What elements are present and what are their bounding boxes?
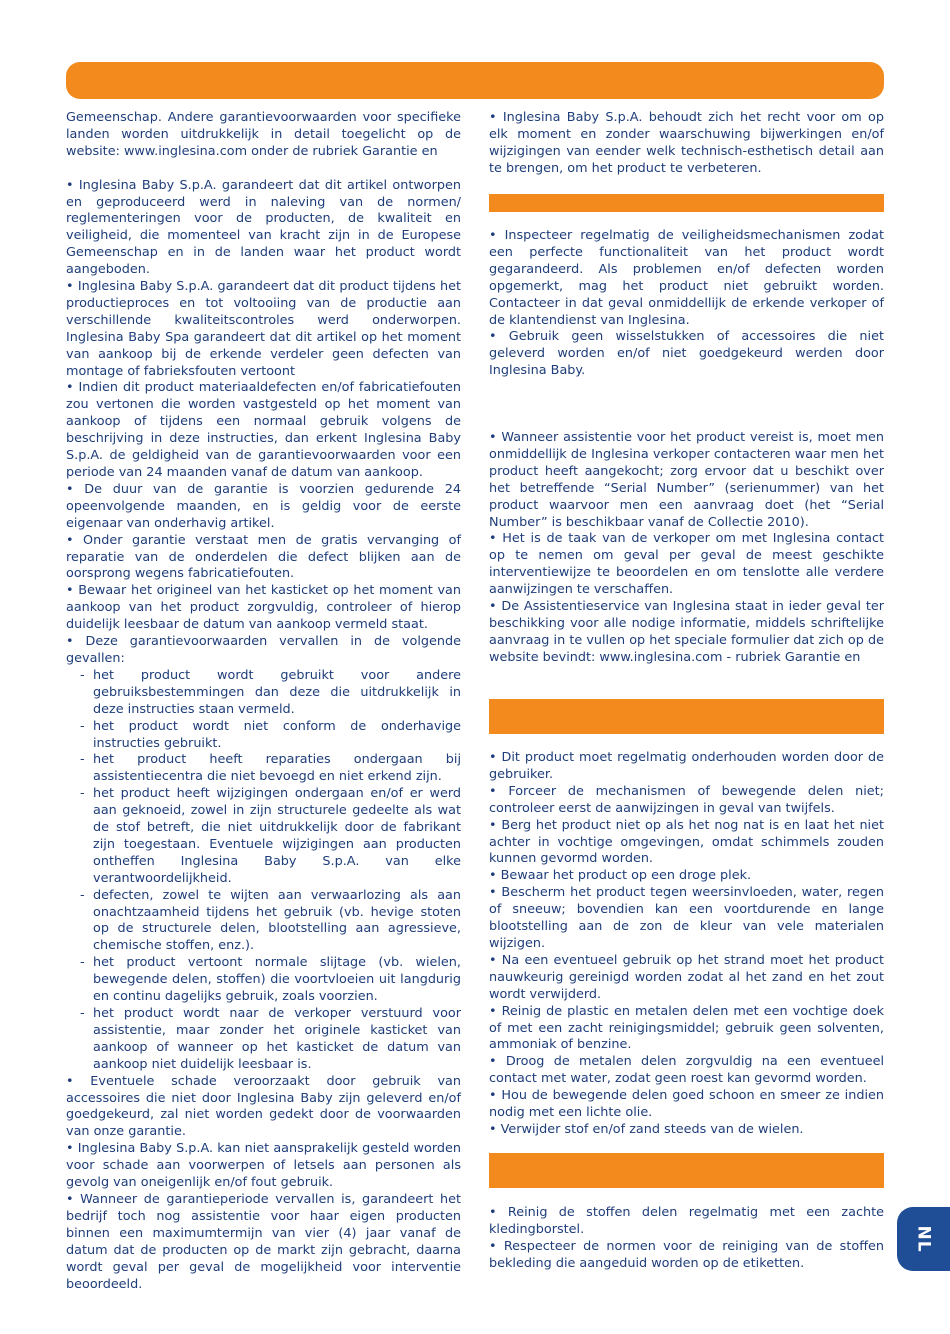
right-block-5: [489, 1205, 884, 1273]
paragraph: • Droog de metalen delen zorgvuldig na een eventueel contact met water, zodat geen roest kan gevormd worden.: [489, 1054, 884, 1087]
list-item: - het product heeft reparaties ondergaan bij assistentiecentra die niet bevoegd en niet erkend zijn.: [66, 752, 461, 786]
paragraph: • Berg het product niet op als het nog nat is en laat het niet achter in vochtige omgevingen, omdat schimmels zouden kunnen gevormd worden.: [489, 817, 884, 867]
paragraph: • Verwijder stof en/of zand steeds van de wielen.: [489, 1121, 804, 1137]
list-item: - het product vertoont normale slijtage (vb. wielen, bewegende delen, stoffen) die voortvloeien uit langdurig en continu dagelijks gebruik, zoals voorzien.: [66, 955, 461, 1006]
paragraph: • Het is de taak van de verkoper om met Inglesina contact op te nemen om geval per geval de meest geschikte interventiewijze te beoordelen en om tenslotte alle verdere aanwijzingen te verschaffen.: [489, 531, 884, 598]
right-block-4: [489, 750, 884, 1139]
paragraph: • Forceer de mechanismen of bewegende delen niet; controleer eerst de aanwijzingen in geval van twijfels.: [489, 783, 884, 816]
paragraph: • Inglesina Baby S.p.A. behoudt zich het recht voor om op elk moment en zonder waarschuwing bijwerkingen en/of wijzigingen van eender welk technisch-esthetisch detail aan te brengen, om het product te verbeteren.: [489, 110, 884, 176]
language-tab-label: NL: [913, 1225, 934, 1253]
paragraph: • Wanneer de garantieperiode vervallen is, garandeert het bedrijf toch nog assistentie voor haar eigen producten binnen een maximumtermijn van vier (4) jaar vanaf de datum dat de producten op de markt zijn gebracht, daarna wordt geval per geval de mogelijkheid voor interventie beoordeeld.: [66, 1191, 461, 1292]
top-orange-banner: [66, 62, 884, 99]
paragraph: • Deze garantievoorwaarden vervallen in de volgende gevallen:: [66, 634, 461, 666]
paragraph: • Inspecteer regelmatig de veiligheidsmechanismen zodat een perfecte functionaliteit van het product wordt gegarandeerd. Als problemen en/of defecten worden opgemerkt, mag het product niet gebruikt worden. Contacteer in dat geval onmiddellijk de erkende verkoper of de klantendienst van Inglesina.: [489, 228, 884, 328]
paragraph: • Hou de bewegende delen goed schoon en smeer ze indien nodig met een lichte olie.: [489, 1088, 884, 1121]
list-item: - het product heeft wijzigingen ondergaan en/of er werd aan geknoeid, zowel in zijn structurele gedeelte als wat de stof betreft, die niet uitdrukkelijk door de fabrikant zijn toegestaan. Eventuele wijzigingen aan producten ontheffen Inglesina Baby S.p.A. van elke verantwoordelijkheid.: [66, 786, 461, 887]
paragraph: • Dit product moet regelmatig onderhouden worden door de gebruiker.: [489, 750, 884, 782]
paragraph: • Eventuele schade veroorzaakt door gebruik van accessoires die niet door Inglesina Baby zijn geleverd en/of goedgekeurd, zal niet worden gedekt door de voorwaarden van onze garantie.: [66, 1073, 461, 1140]
paragraph: • Respecteer de normen voor de reiniging van de stoffen bekleding die aangeduid worden op de etiketten.: [489, 1238, 884, 1271]
paragraph: • Na een eventueel gebruik op het strand moet het product nauwkeurig gereinigd worden zodat al het zand en het zout wordt verwijderd.: [489, 952, 884, 1002]
paragraph: • Reinig de stoffen delen regelmatig met een zachte kledingborstel.: [489, 1205, 884, 1237]
list-item: - het product wordt naar de verkoper verstuurd voor assistentie, maar zonder het originele kasticket van aankoop of wanneer op het kasticket de datum van aankoop niet duidelijk leesbaar is.: [66, 1006, 461, 1074]
right-block-3: [489, 430, 884, 667]
paragraph: • Onder garantie verstaat men de gratis vervanging of reparatie van de onderdelen die defect blijken aan de oorsprong wegens fabricatiefouten.: [66, 532, 461, 582]
paragraph: • Reinig de plastic en metalen delen met een vochtige doek of met een zacht reinigingsmiddel; gebruik geen solventen, ammoniak of benzine.: [489, 1003, 884, 1053]
paragraph: Gemeenschap. Andere garantievoorwaarden voor specifieke landen worden uitdrukkelijk in detail toegelicht op de website: www.inglesina.com onder de rubriek Garantie en: [66, 110, 461, 159]
paragraph: • Inglesina Baby S.p.A. garandeert dat dit artikel ontworpen en geproduceerd werd in naleving van de normen/ reglementeringen voor de producten, de kwaliteit en veiligheid, die momenteel van kracht zijn in de Europese Gemeenschap en in de landen waar het product wordt aangeboden.: [66, 177, 461, 278]
list-item: - het product wordt niet conform de onderhavige instructies gebruikt.: [66, 719, 461, 753]
paragraph: • Indien dit product materiaaldefecten en/of fabricatiefouten zou vertonen die worden vastgesteld op het moment van aankoop of tijdens een normaal gebruik volgens de beschrijving in deze instructies, dan erkent Inglesina Baby S.p.A. de geldigheid van de garantievoorwaarden voor een periode van 24 maanden vanaf de datum van aankoop.: [66, 380, 461, 481]
list-item: - defecten, zowel te wijten aan verwaarlozing als aan onachtzaamheid tijdens het gebruik (vb. hevige stoten op de structurele delen, blootstelling aan agressieve, chemische stoffen, enz.).: [66, 888, 461, 956]
paragraph: • Bewaar het product op een droge plek.: [489, 868, 752, 884]
paragraph: • Inglesina Baby S.p.A. kan niet aansprakelijk gesteld worden voor schade aan voorwerpen of letsels aan personen als gevolg van oneigenlijk en/of fout gebruik.: [66, 1141, 461, 1191]
right-block-2: [489, 228, 884, 380]
paragraph: • Gebruik geen wisselstukken of accessoires die niet geleverd worden en/of niet goedgekeurd werden door Inglesina Baby.: [489, 329, 884, 379]
paragraph: • Wanneer assistentie voor het product vereist is, moet men onmiddellijk de Inglesina verkoper contacteren waar men het product heeft aangekocht; zorg ervoor dat u beschikt over het betreffende “Serial Number” (serienummer) van het product waarvoor men een aanvraag doet (het “Serial Number” is beschikbaar vanaf de Collectie 2010).: [489, 430, 884, 530]
list-item: - het product wordt gebruikt voor andere gebruiksbestemmingen dan deze die uitdrukkelijk in deze instructies staan vermeld.: [66, 668, 461, 719]
right-block-1: [489, 110, 884, 178]
paragraph: • Bescherm het product tegen weersinvloeden, water, regen of sneeuw; bovendien kan een voortdurende en lange blootstelling aan de zon de kleur van vele materialen wijzigen.: [489, 885, 884, 951]
language-tab: [897, 1207, 950, 1271]
section-header-bar-fabric: [489, 1153, 884, 1188]
paragraph: • De duur van de garantie is voorzien gedurende 24 opeenvolgende maanden, en is geldig voor de eerste eigenaar van onderhavig artikel.: [66, 481, 461, 531]
section-header-bar-safety: [489, 194, 884, 212]
left-column: [66, 110, 461, 1293]
section-header-bar-maintenance: [489, 699, 884, 734]
paragraph: • Bewaar het origineel van het kasticket op het moment van aankoop van het product zorgvuldig, controleer of hierop duidelijk leesbaar de datum van aankoop vermeld staat.: [66, 583, 461, 633]
paragraph: • De Assistentieservice van Inglesina staat in ieder geval ter beschikking voor alle nodige informatie, middels schriftelijke aanvraag in te vullen op het speciale formulier dat zich op de website bevindt: www.inglesina.com - rubriek Garantie en: [489, 599, 884, 665]
paragraph: • Inglesina Baby S.p.A. garandeert dat dit product tijdens het productieproces en tot voltooiing van de productie aan verschillende kwaliteitscontroles werd onderworpen. Inglesina Baby Spa garandeert dat dit artikel op het moment van aankoop bij de erkende verdeler geen defecten van montage of fabrieksfouten vertoont: [66, 279, 461, 379]
